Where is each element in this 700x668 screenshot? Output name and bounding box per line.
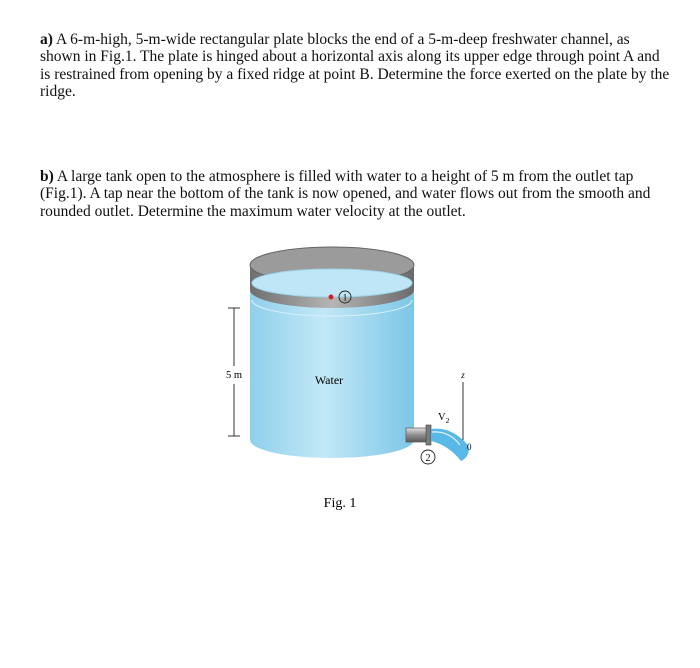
question-a-text: A 6-m-high, 5-m-wide rectangular plate blocks the end of a 5-m-deep freshwater channel, as shown in Fig.1. The plate is hinged about a horizontal axis along its upper edge through point A and is restrained from opening by a fixed ridge at point B. Determine the force exerted on the plate by the ridge.	[40, 30, 670, 101]
question-b-label: b)	[40, 167, 54, 185]
outlet-flange	[426, 425, 431, 445]
outlet-pipe	[406, 428, 428, 442]
point-1-label: 1	[342, 292, 348, 303]
water-surface	[252, 269, 412, 297]
question-b-text: A large tank open to the atmosphere is filled with water to a height of 5 m from the outlet tap (Fig.1). A tap near the bottom of the tank is now opened, and water flows out from the smooth and rounded outlet. Determine the maximum water velocity at the outlet.	[40, 167, 651, 220]
z-zero-label: 0	[467, 442, 472, 452]
figure-caption: Fig. 1	[323, 496, 357, 511]
water-label: Water	[314, 373, 344, 387]
point-2-label: 2	[425, 453, 431, 464]
z-axis-label: z	[461, 370, 465, 380]
question-a-label: a)	[40, 30, 53, 48]
velocity-label: $V_2$	[438, 412, 450, 425]
point-1-dot	[329, 295, 334, 300]
height-dim-label: 5 m	[225, 370, 243, 381]
